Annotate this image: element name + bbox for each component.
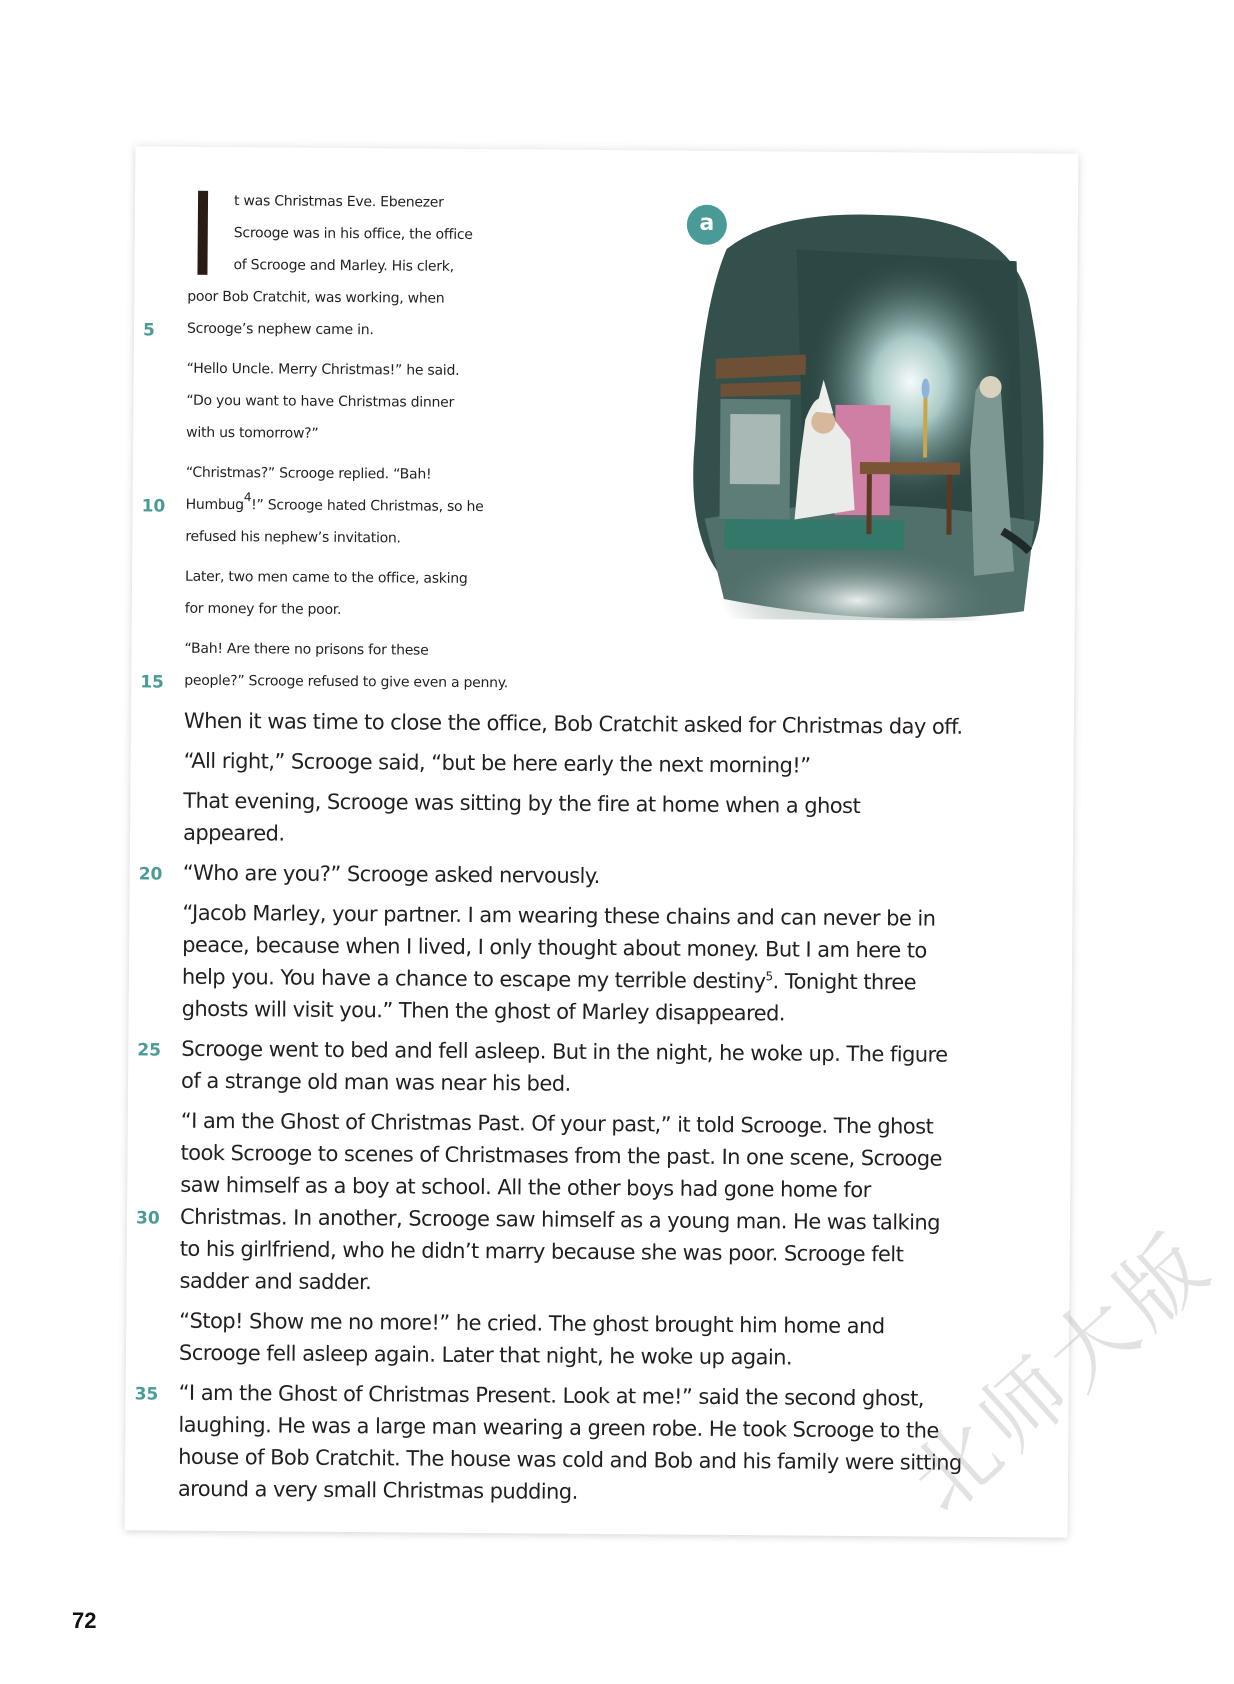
text-line: 25 Scrooge went to bed and fell asleep. But in the night, he woke up. The figure: [181, 1033, 1041, 1072]
text-line: Later, two men came to the office, asking: [185, 568, 468, 587]
paragraph: [137, 1033, 1041, 1104]
text-line: “I am the Ghost of Christmas Past. Of your past,” it told Scrooge. The ghost: [180, 1108, 934, 1139]
page-number: 72: [72, 1608, 97, 1633]
paragraph: [185, 561, 1045, 632]
paragraph: [142, 185, 1048, 352]
text-line: 5 Scrooge’s nephew came in.: [187, 313, 1047, 352]
text-line: around a very small Christmas pudding.: [177, 1476, 578, 1504]
text-line: That evening, Scrooge was sitting by the fire at home when a ghost: [183, 788, 861, 819]
text-line: Scrooge was in his office, the office: [233, 225, 473, 243]
paragraph: [135, 1105, 1040, 1304]
line-number: 10: [141, 496, 166, 517]
text-line: 15 people?” Scrooge refused to give even a penny.: [184, 665, 1044, 704]
text-line: house of Bob Cratchit. The house was cold and Bob and his family were sitting: [178, 1444, 962, 1475]
text-line: to his girlfriend, who he didn’t marry because she was poor. Scrooge felt: [179, 1236, 904, 1267]
text-line: “Christmas?” Scrooge replied. “Bah!: [185, 464, 432, 483]
text-line: “Stop! Show me no more!” he cried. The ghost brought him home and: [179, 1308, 885, 1339]
line-number: 30: [135, 1208, 160, 1229]
paragraph: [179, 1305, 1039, 1376]
paragraph: [186, 353, 1047, 456]
text-line: poor Bob Cratchit, was working, when: [187, 288, 445, 307]
paragraph: [138, 857, 1043, 896]
text-line: 35 “I am the Ghost of Christmas Present. Look at me!” said the second ghost,: [179, 1377, 1039, 1416]
reading-card: [125, 146, 1079, 1537]
story-text: [134, 185, 1048, 1520]
text-line: help you. You have a chance to escape my terrible destiny$^5$. Tonight three: [181, 964, 917, 995]
text-line: “Hello Uncle. Merry Christmas!” he said.: [186, 360, 460, 379]
text-line: 20 “Who are you?” Scrooge asked nervously.: [183, 857, 1043, 896]
text-line: “Jacob Marley, your partner. I am wearing these chains and can never be in: [182, 900, 936, 931]
paragraph: [183, 745, 1043, 784]
text-line: saw himself as a boy at school. All the other boys had gone home for: [180, 1172, 871, 1203]
text-line: sadder and sadder.: [179, 1268, 372, 1295]
paragraph: [183, 785, 1043, 856]
paragraph: [182, 897, 1043, 1032]
text-line: 30 Christmas. In another, Scrooge saw himself as a young man. He was talking: [180, 1201, 1040, 1240]
text-line: with us tomorrow?”: [186, 424, 319, 442]
line-number: 20: [138, 864, 163, 885]
line-number: 5: [142, 320, 155, 341]
text-line: peace, because when I lived, I only thought about money. But I am here to: [182, 932, 927, 963]
paragraph: [141, 457, 1046, 560]
footnote-marker: 5: [765, 969, 773, 984]
text-line: appeared.: [182, 820, 285, 846]
line-number: 15: [140, 672, 164, 693]
text-line: of a strange old man was near his bed.: [181, 1068, 571, 1096]
line-number: 35: [134, 1384, 159, 1405]
text-line: t was Christmas Eve. Ebenezer: [233, 193, 444, 211]
line-number: 25: [137, 1040, 162, 1061]
footnote-marker: 4: [243, 490, 252, 505]
text-line: “All right,” Scrooge said, “but be here early the next morning!”: [183, 748, 811, 778]
text-line: took Scrooge to scenes of Christmases from the past. In one scene, Scrooge: [180, 1140, 943, 1171]
text-line: When it was time to close the office, Bob Cratchit asked for Christmas day off.: [183, 708, 963, 739]
figure-badge: a: [687, 205, 727, 245]
text-line: ghosts will visit you.” Then the ghost of Marley disappeared.: [181, 996, 786, 1026]
paragraph: [140, 633, 1044, 704]
publisher-watermark: 北师大版: [892, 1212, 1232, 1532]
text-line: Scrooge fell asleep again. Later that night, he woke up again.: [178, 1340, 793, 1370]
text-line: laughing. He was a large man wearing a green robe. He took Scrooge to the: [178, 1412, 939, 1443]
text-line: 10 Humbug$^4$!” Scrooge hated Christmas, so he: [186, 489, 1046, 528]
text-line: of Scrooge and Marley. His clerk,: [233, 257, 454, 275]
text-line: “Do you want to have Christmas dinner: [186, 392, 455, 411]
text-line: refused his nephew’s invitation.: [185, 528, 401, 547]
paragraph: [184, 705, 1044, 744]
text-line: for money for the poor.: [184, 600, 342, 618]
text-line: “Bah! Are there no prisons for these: [184, 640, 429, 659]
